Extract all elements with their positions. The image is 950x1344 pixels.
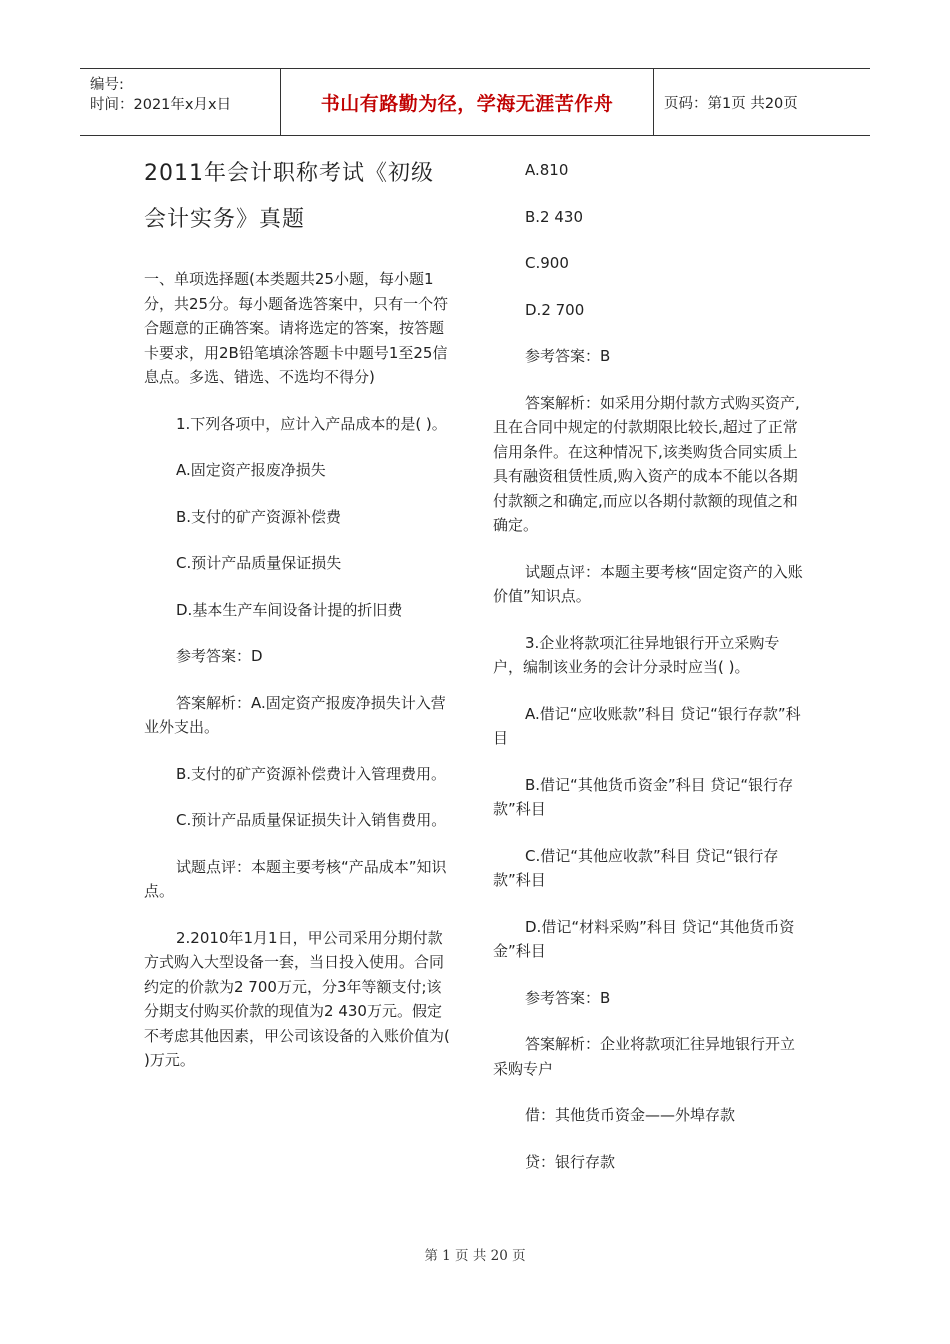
page-header [80, 68, 870, 136]
document-date: 时间：2021年x月x日 [90, 97, 232, 113]
q1-answer: 参考答案：D [176, 647, 263, 665]
header-meta [80, 69, 280, 135]
q2-option-d: D.2 700 [525, 300, 585, 319]
q2-option-c: C.900 [525, 254, 569, 272]
q2-answer: 参考答案：B [525, 347, 611, 365]
left-column [144, 158, 456, 1073]
q3-analysis: 答案解析：企业将款项汇往异地银行开立采购专户 [493, 1035, 796, 1078]
q2-option-a: A.810 [525, 161, 569, 179]
q1-analysis: 答案解析：A.固定资产报废净损失计入营业外支出。 [144, 693, 446, 736]
q1-option-b: B.支付的矿产资源补偿费 [176, 507, 342, 526]
q2-comment: 试题点评：本题主要考核“固定资产的入账价值”知识点。 [493, 562, 803, 605]
q1-analysis-c: C.预计产品质量保证损失计入销售费用。 [176, 811, 447, 829]
question-1: 1.下列各项中，应计入产品成本的是( )。 [176, 414, 447, 433]
title-line-1: 2011年会计职称考试《初级 [144, 161, 434, 186]
header-motto: 书山有路勤为径，学海无涯苦作舟 [280, 69, 654, 135]
q3-option-a: A.借记“应收账款”科目 贷记“银行存款”科目 [493, 704, 801, 747]
header-page-info: 页码：第1页 共20页 [664, 95, 798, 112]
q3-journal-credit: 贷：银行存款 [525, 1152, 616, 1171]
q1-option-c: C.预计产品质量保证损失 [176, 554, 342, 572]
section-intro: 一、单项选择题(本类题共25小题，每小题1分，共25分。每小题备选答案中，只有一个符合题意的正确答案。请将选定的答案，按答题卡要求，用2B铅笔填涂答题卡中题号1至25信息点。多选、错选、不选均不得分) [144, 270, 449, 386]
title-line-2: 会计实务》真题 [144, 207, 306, 232]
document-number-label: 编号: [90, 77, 124, 93]
q2-option-b: B.2 430 [525, 207, 584, 226]
q3-answer: 参考答案：B [525, 988, 611, 1007]
q1-comment: 试题点评：本题主要考核“产品成本”知识点。 [144, 857, 447, 900]
q3-option-c: C.借记“其他应收款”科目 贷记“银行存款”科目 [493, 846, 779, 889]
right-column [493, 158, 805, 1174]
document-title [144, 158, 456, 236]
q3-option-d: D.借记“材料采购”科目 贷记“其他货币资金”科目 [493, 917, 795, 960]
question-3: 3.企业将款项汇往异地银行开立采购专户，编制该业务的会计分录时应当( )。 [493, 633, 780, 676]
q1-option-d: D.基本生产车间设备计提的折旧费 [176, 600, 403, 619]
q1-analysis-b: B.支付的矿产资源补偿费计入管理费用。 [176, 764, 447, 783]
page-footer: 第 1 页 共 20 页 [424, 1248, 526, 1264]
q1-option-a: A.固定资产报废净损失 [176, 461, 326, 479]
q3-journal-debit: 借：其他货币资金——外埠存款 [525, 1106, 736, 1124]
question-2: 2.2010年1月1日，甲公司采用分期付款方式购入大型设备一套，当日投入使用。合同约定的价款为2 700万元，分3年等额支付;该分期支付购买价款的现值为2 430万元。假定不考虑其他因素，甲公司该设备的入账价值为( )万元。 [144, 928, 450, 1069]
q3-option-b: B.借记“其他货币资金”科目 贷记“银行存款”科目 [493, 775, 794, 818]
q2-analysis: 答案解析：如采用分期付款方式购买资产,且在合同中规定的付款期限比较长,超过了正常信用条件。在这种情况下,该类购货合同实质上具有融资租赁性质,购入资产的成本不能以各期付款额之和确定,而应以各期付款额的现值之和确定。 [493, 393, 800, 534]
